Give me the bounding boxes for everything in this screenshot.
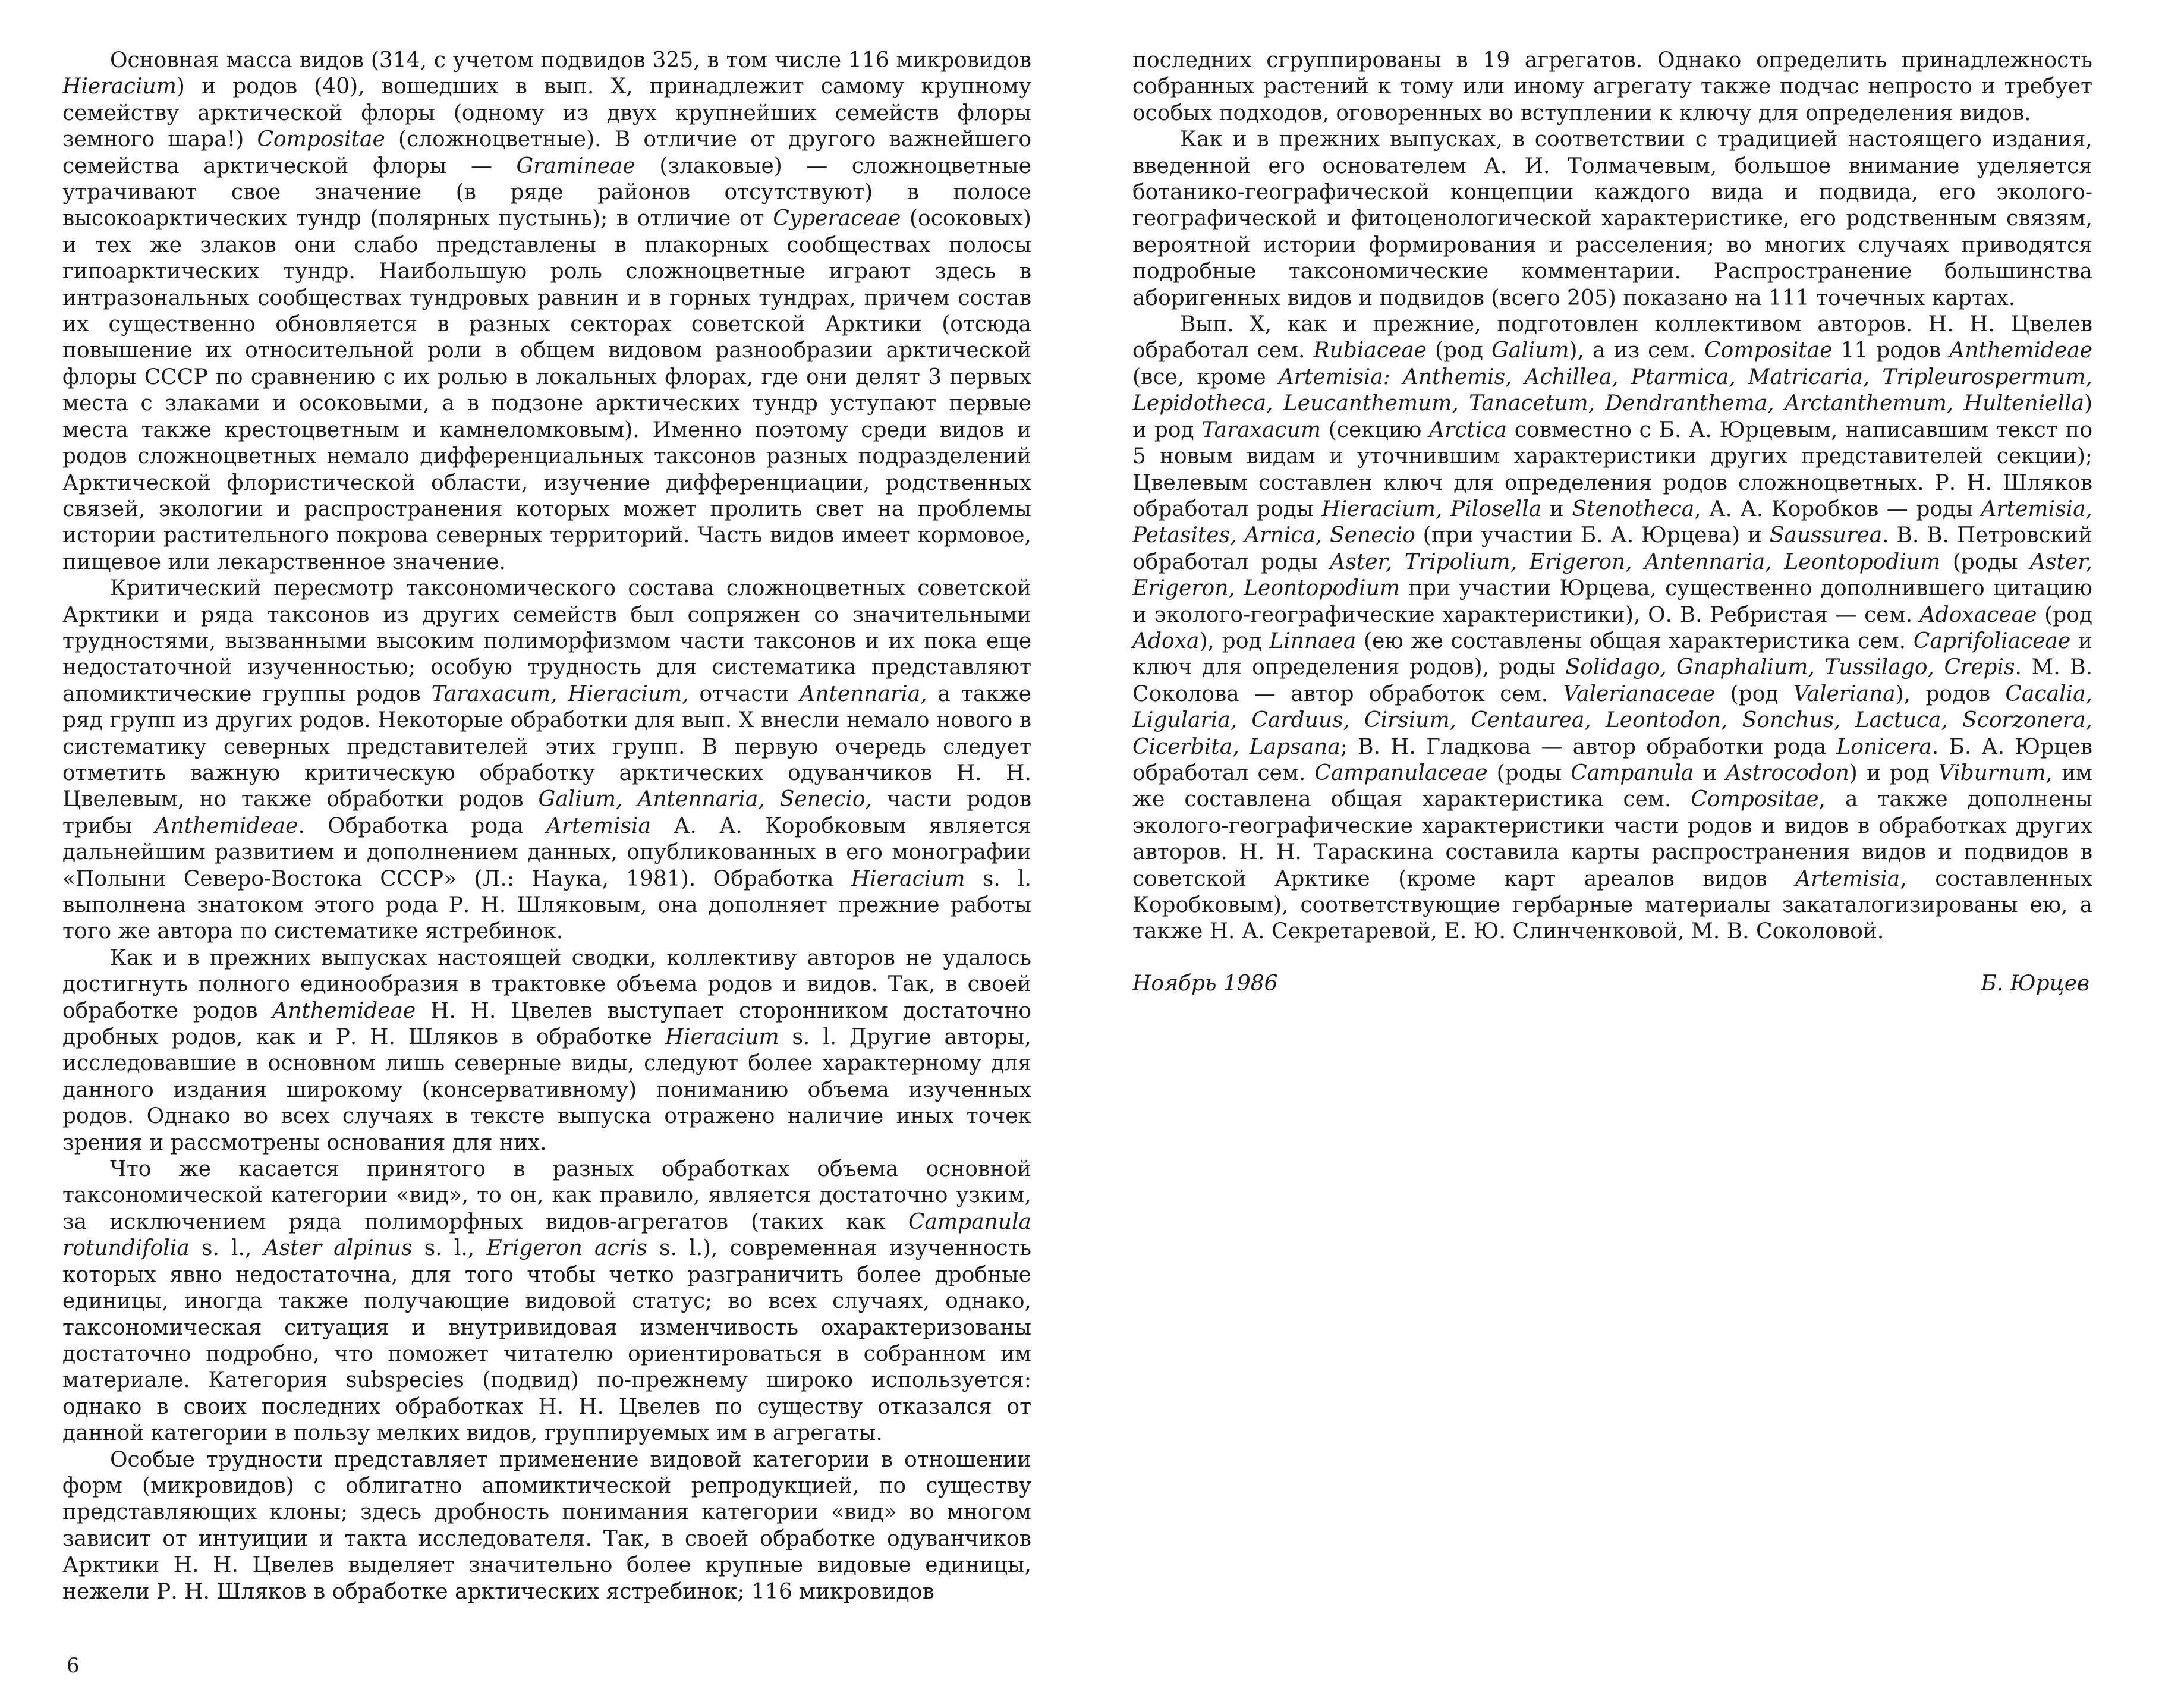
italic-term: Valeriana bbox=[1793, 681, 1896, 706]
text-segment: Вып. X, как и прежние, подготовлен коллективом авторов. Н. Н. Цвелев обработал сем. bbox=[1132, 312, 2092, 363]
italic-term: Compositae bbox=[1704, 338, 1833, 363]
text-segment: . В. В. Петровский обработал роды bbox=[1132, 523, 2093, 574]
italic-term: Galium bbox=[1491, 338, 1569, 363]
paragraph bbox=[62, 1156, 1031, 1446]
italic-term: Stenotheca bbox=[1572, 496, 1695, 521]
italic-term: Taraxacum, Hieracium, bbox=[431, 681, 689, 706]
paragraph bbox=[62, 48, 1031, 575]
text-segment: Особые трудности представляет применение видовой категории в отношении форм (микровидов) с облигатно апомиктической репродукцией, по существу представляющих клоны; здесь дробность понимания категории «вид» во многом зависит от интуиции и такта исследователя. Так, в своей обработке одуванчиков Арктики Н. Н. Цвелев выделяет значительно более крупные видовые единицы, нежели Р. Н. Шляков в обработке арктических ястребинок; 116 микровидов bbox=[62, 1447, 1031, 1604]
text-segment: , составленных Коробковым), соответствующие гербарные материалы закаталогизированы ею, а также Н. А. Секретаревой, Е. Ю. Слинченковой, М. В. Соколовой. bbox=[1132, 866, 2092, 944]
italic-term: Viburnum bbox=[1938, 760, 2046, 785]
text-segment: Как и в прежних выпусках, в соответствии с традицией настоящего издания, введенной его основателем А. И. Толмачевым, большое внимание уделяется ботанико-географической концепции каждого вида и подвида, его эколого-географической и фитоценологической характеристике, его родственным связям, вероятной истории формирования и расселения; во многих случаях приводятся подробные таксономические комментарии. Распространение большинства аборигенных видов и подвидов (всего 205) показано на 111 точечных картах. bbox=[1132, 127, 2092, 310]
text-segment: а также ряд групп из других родов. Некоторые обработки для вып. X внесли немало нового в систематику северных представителей этих групп. В первую очередь следует отметить важную критическую обработку арктических одуванчиков Н. Н. Цвелевым, но также обработки родов bbox=[62, 681, 1031, 812]
text-segment: при участии Юрцева, существенно дополнившего цитацию и эколого-географические характеристики), О. В. Ребристая — сем. bbox=[1132, 576, 2092, 627]
italic-term: Anthemideae bbox=[272, 998, 416, 1023]
italic-term: Arctica bbox=[1429, 417, 1507, 442]
text-segment: s. l. Другие авторы, исследовавшие в основном лишь северные виды, следуют более характерному для данного издания широкому (консервативному) пониманию объема изученных родов. Однако во всех случаях в тексте выпуска отражено наличие иных точек зрения и рассмотрены основания для них. bbox=[62, 1025, 1031, 1155]
text-segment: ), а из сем. bbox=[1569, 338, 1705, 363]
italic-term: Campanulaceae bbox=[1314, 760, 1488, 785]
text-segment: (злаковые) — сложноцветные утрачивают свое значение (в ряде районов отсутствуют) в полосе высокоарктических тундр (полярных пустынь); в отличие от bbox=[62, 153, 1031, 231]
text-segment: (при участии Б. А. Юрцева) и bbox=[1415, 523, 1770, 548]
paragraph bbox=[62, 945, 1031, 1156]
italic-term: Compositae bbox=[257, 127, 385, 152]
text-segment: , а также дополнены эколого-географические характеристики части родов и видов в обработках других авторов. Н. Н. Тараскина составила карты распространения видов и подвидов в советской Арктике (кроме карт ареалов видов bbox=[1132, 787, 2092, 891]
text-segment: . М. В. Соколова — автор обработок сем. bbox=[1132, 655, 2092, 706]
text-segment: Н. Н. Цвелев выступает сторонником достаточно дробных родов, как и Р. Н. Шляков в обработке bbox=[62, 998, 1031, 1050]
text-segment: (осоковых) и тех же злаков они слабо представлены в плакорных сообществах полосы гипоарктических тундр. Наибольшую роль сложноцветные играют здесь в интразональных сообществах тундровых равнин и в горных тундрах, причем состав их существенно обновляется в разных секторах советской Арктики (отсюда повышение их относительной роли в общем видовом разнообразии арктической флоры СССР по сравнению с их ролью в локальных флорах, где они делят 3 первых места с злаками и осоковыми, а в подзоне арктических тундр уступают первые места также крестоцветным и камнеломковым). Именно поэтому среди видов и родов сложноцветных немало дифференциальных таксонов разных подразделений Арктической флористической области, изучение дифференциации, родственных связей, экологии и распространения которых может пролить свет на проблемы истории растительного покрова северных территорий. Часть видов имеет кормовое, пищевое или лекарственное значение. bbox=[62, 206, 1031, 574]
italic-term: Compositae bbox=[1691, 787, 1819, 812]
italic-term: Hieracium bbox=[851, 866, 965, 891]
paragraph bbox=[1132, 312, 2092, 945]
italic-term: Cacalia, Ligularia, Carduus, Cirsium, Centaurea, Leontodon, Sonchus, Lactuca, Scorzonera, Cicerbita, Lapsana bbox=[1132, 681, 2092, 759]
italic-term: Artemisia bbox=[1795, 866, 1900, 891]
text-segment: (род bbox=[2037, 602, 2092, 627]
text-segment: , А. А. Коробков — роды bbox=[1694, 496, 1981, 521]
text-segment: ), род bbox=[1199, 628, 1270, 653]
italic-term: Linnaea bbox=[1269, 628, 1357, 653]
text-segment: последних сгруппированы в 19 агрегатов. Однако определить принадлежность собранных растений к тому или иному агрегату также подчас непросто и требует особых подходов, оговоренных во вступлении к ключу для определения видов. bbox=[1132, 48, 2092, 125]
italic-term: Aster, Tripolium, Erigeron, Antennaria, Leontopodium bbox=[1330, 549, 1941, 574]
italic-term: Aster, Erigeron, Leontopodium bbox=[1132, 549, 2093, 601]
italic-term: Lonicera bbox=[1836, 734, 1932, 759]
text-segment: ; В. Н. Гладкова — автор обработки рода bbox=[1340, 734, 1837, 759]
italic-term: Adoxaceae bbox=[1919, 602, 2037, 627]
italic-term: Cyperaceae bbox=[773, 206, 901, 231]
text-segment: ) и родов (40), вошедших в вып. X, принадлежит самому крупному семейству арктической флоры (одному из двух крупнейших семейств флоры земного шара!) bbox=[62, 74, 1031, 152]
text-segment: . Б. А. Юрцев обработал сем. bbox=[1132, 734, 2092, 785]
italic-term: Artemisia bbox=[546, 813, 651, 838]
italic-term: Astrocodon bbox=[1726, 760, 1849, 785]
italic-term: Anthemideae bbox=[155, 813, 298, 838]
italic-term: Galium, Antennaria, Senecio, bbox=[538, 787, 872, 812]
italic-term: Antennaria, bbox=[800, 681, 927, 706]
page-number: 6 bbox=[67, 1654, 80, 1678]
italic-term: Aster alpinus bbox=[263, 1236, 413, 1261]
text-segment: А. А. Коробковым является дальнейшим развитием и дополнением данных, опубликованных в его монографии «Полыни Северо-Востока СССР» (Л.: Наука, 1981). Обработка bbox=[62, 813, 1031, 891]
italic-term: Hieracium bbox=[665, 1025, 779, 1050]
right-page-body bbox=[1132, 48, 2092, 945]
text-segment: Что же касается принятого в разных обработках объема основной таксономической категории «вид», то он, как правило, является достаточно узким, за исключением ряда полиморфных видов-агрегатов (таких как bbox=[62, 1157, 1031, 1234]
text-segment: (роды bbox=[1940, 549, 2031, 574]
text-segment: отчасти bbox=[688, 681, 800, 706]
italic-term: Campanula rotundifolia bbox=[62, 1209, 1031, 1261]
text-segment: (сложноцветные). В отличие от другого важнейшего семейства арктической флоры — bbox=[62, 127, 1031, 178]
text-segment: (все, кроме bbox=[1132, 364, 1279, 389]
text-segment: Основная масса видов (314, с учетом подвидов 325, в том числе 116 микровидов bbox=[110, 48, 1031, 73]
text-segment: (род bbox=[1426, 338, 1491, 363]
text-segment: ) и род bbox=[1849, 760, 1938, 785]
text-segment: s. l., bbox=[189, 1236, 264, 1261]
signature-author: Б. Юрцев bbox=[1981, 971, 2089, 996]
text-segment: и bbox=[1694, 760, 1726, 785]
text-segment: s. l., bbox=[412, 1236, 487, 1261]
text-segment: и bbox=[1541, 496, 1572, 521]
text-segment: (род bbox=[1715, 681, 1793, 706]
text-segment: совместно с Б. А. Юрцевым, написавшим текст по 5 новым видам и уточнившим характеристики других представителей секции); Цвелевым составлен ключ для определения родов сложноцветных. Р. Н. Шляков обработал роды bbox=[1132, 417, 2092, 521]
right-page bbox=[1132, 48, 2092, 1653]
italic-term: Erigeron acris bbox=[486, 1236, 647, 1261]
paragraph bbox=[1132, 48, 2092, 127]
italic-term: Adoxa bbox=[1132, 628, 1200, 653]
italic-term: Anthemideae bbox=[1949, 338, 2093, 363]
italic-term: Taraxacum bbox=[1201, 417, 1321, 442]
text-segment: (ею же составлены общая характеристика сем. bbox=[1356, 628, 1914, 653]
italic-term: Hieracium bbox=[62, 74, 177, 99]
text-segment: ) и род bbox=[1132, 391, 2092, 442]
signature-line bbox=[1132, 971, 2092, 996]
text-segment: Как и в прежних выпусках настоящей сводки, коллективу авторов не удалось достигнуть полного единообразия в трактовке объема родов и видов. Так, в своей обработке родов bbox=[62, 945, 1031, 1023]
italic-term: Saussurea bbox=[1769, 523, 1883, 548]
paragraph bbox=[1132, 127, 2092, 312]
text-segment: ), родов bbox=[1895, 681, 2006, 706]
left-page bbox=[62, 48, 1031, 1653]
paragraph bbox=[62, 1447, 1031, 1605]
italic-term: Gramineae bbox=[516, 153, 635, 178]
italic-term: Caprifoliaceae bbox=[1913, 628, 2071, 653]
text-segment: (роды bbox=[1487, 760, 1571, 785]
text-segment: , им же составлена общая характеристика сем. bbox=[1132, 760, 2092, 812]
italic-term: Valerianaceae bbox=[1563, 681, 1716, 706]
text-segment: 11 родов bbox=[1832, 338, 1950, 363]
italic-term: Artemisia, Petasites, Arnica, Senecio bbox=[1132, 496, 2092, 548]
text-segment: (секцию bbox=[1321, 417, 1429, 442]
text-segment: . Обработка рода bbox=[298, 813, 546, 838]
text-segment: части родов трибы bbox=[62, 787, 1031, 838]
text-segment: и ключ для определения родов), роды bbox=[1132, 628, 2093, 680]
italic-term: Campanula bbox=[1571, 760, 1694, 785]
italic-term: Rubiaceae bbox=[1313, 338, 1427, 363]
text-segment: s. l. выполнена знатоком этого рода Р. Н. Шляковым, она дополняет прежние работы того же автора по систематике ястребинок. bbox=[62, 866, 1031, 944]
paragraph bbox=[62, 575, 1031, 945]
italic-term: Solidago, Gnaphalium, Tussilago, Crepis bbox=[1565, 655, 2015, 680]
italic-term: Hieracium, Pilosella bbox=[1321, 496, 1542, 521]
text-segment: s. l.), современная изученность которых явно недостаточна, для того чтобы четко разграничить более дробные единицы, иногда также получающие видовой статус; во всех случаях, однако, таксономическая ситуация и внутривидовая изменчивость охарактеризованы достаточно подробно, что поможет читателю ориентироваться в собранном им материале. Категория subspecies (подвид) по-прежнему широко используется: однако в своих последних обработках Н. Н. Цвелев по существу отказался от данной категории в пользу мелких видов, группируемых им в агрегаты. bbox=[62, 1236, 1031, 1446]
text-segment: Критический пересмотр таксономического состава сложноцветных советской Арктики и ряда таксонов из других семейств был сопряжен со значительными трудностями, вызванными высоким полиморфизмом части таксонов и их пока еще недостаточной изученностью; особую трудность для систематика представляют апомиктические группы родов bbox=[62, 576, 1031, 706]
italic-term: Artemisia: Anthemis, Achillea, Ptarmica, Matricaria, Tripleurospermum, Lepidotheca, Leucanthemum, Tanacetum, Dendranthema, Arctanthemum, Hulteniella bbox=[1132, 364, 2092, 416]
signature-date: Ноябрь 1986 bbox=[1132, 971, 1278, 996]
